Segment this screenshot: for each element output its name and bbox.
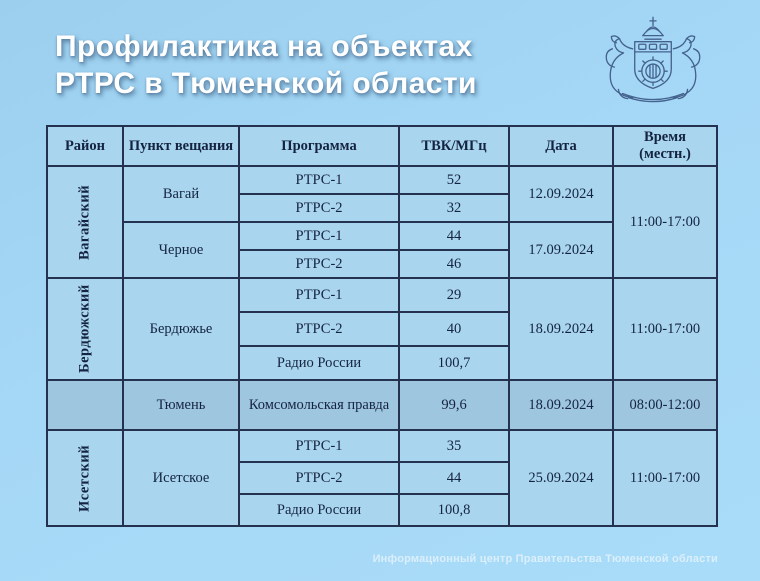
cell-channel: 44 <box>399 222 509 250</box>
page-title <box>55 28 477 102</box>
cell-program: РТРС-2 <box>239 462 399 494</box>
cell-channel: 40 <box>399 312 509 346</box>
cell-time: 11:00-17:00 <box>613 278 717 380</box>
cell-program: РТРС-1 <box>239 430 399 462</box>
cell-district-isetsky: Исетский <box>47 430 123 526</box>
footer-credit: Информационный центр Правительства Тюменской области <box>372 553 718 565</box>
cell-channel: 99,6 <box>399 380 509 430</box>
cell-date: 17.09.2024 <box>509 222 613 278</box>
cell-channel: 52 <box>399 166 509 194</box>
table-row-tyumen <box>47 380 717 430</box>
cell-program: РТРС-1 <box>239 278 399 312</box>
cell-time: 08:00-12:00 <box>613 380 717 430</box>
header-date: Дата <box>509 126 613 166</box>
cell-channel: 29 <box>399 278 509 312</box>
cell-point-chernoe: Черное <box>123 222 239 278</box>
cell-time: 11:00-17:00 <box>613 166 717 278</box>
cell-channel: 100,8 <box>399 494 509 526</box>
cell-point-tyumen: Тюмень <box>123 380 239 430</box>
cell-point-vagay: Вагай <box>123 166 239 222</box>
cell-district-empty <box>47 380 123 430</box>
cell-channel: 44 <box>399 462 509 494</box>
header-program: Программа <box>239 126 399 166</box>
cell-time: 11:00-17:00 <box>613 430 717 526</box>
cell-program: РТРС-1 <box>239 222 399 250</box>
header-point: Пункт вещания <box>123 126 239 166</box>
cell-program: Радио России <box>239 494 399 526</box>
table-row <box>47 166 717 194</box>
cell-program: РТРС-1 <box>239 166 399 194</box>
header-channel: ТВК/МГц <box>399 126 509 166</box>
schedule-table <box>46 125 718 527</box>
cell-district-vagaysky: Вагайский <box>47 166 123 278</box>
maintenance-schedule <box>46 125 718 527</box>
cell-channel: 35 <box>399 430 509 462</box>
cell-date: 25.09.2024 <box>509 430 613 526</box>
page-title-line1: Профилактика на объектах <box>55 30 473 63</box>
cell-channel: 46 <box>399 250 509 278</box>
page-title-line2: РТРС в Тюменской области <box>55 67 477 100</box>
cell-point-isetskoe: Исетское <box>123 430 239 526</box>
header-district: Район <box>47 126 123 166</box>
cell-program: РТРС-2 <box>239 194 399 222</box>
cell-channel: 100,7 <box>399 346 509 380</box>
cell-program: Радио России <box>239 346 399 380</box>
table-header-row <box>47 126 717 166</box>
table-row <box>47 278 717 312</box>
cell-program: Комсомольская правда <box>239 380 399 430</box>
cell-district-berdyuzhsky: Бердюжский <box>47 278 123 380</box>
cell-date: 18.09.2024 <box>509 380 613 430</box>
tyumen-coat-of-arms-icon <box>588 14 718 108</box>
table-row <box>47 430 717 462</box>
header-time: Время (местн.) <box>613 126 717 166</box>
cell-date: 18.09.2024 <box>509 278 613 380</box>
cell-program: РТРС-2 <box>239 312 399 346</box>
cell-channel: 32 <box>399 194 509 222</box>
cell-program: РТРС-2 <box>239 250 399 278</box>
cell-point-berdyuzhye: Бердюжье <box>123 278 239 380</box>
cell-date: 12.09.2024 <box>509 166 613 222</box>
